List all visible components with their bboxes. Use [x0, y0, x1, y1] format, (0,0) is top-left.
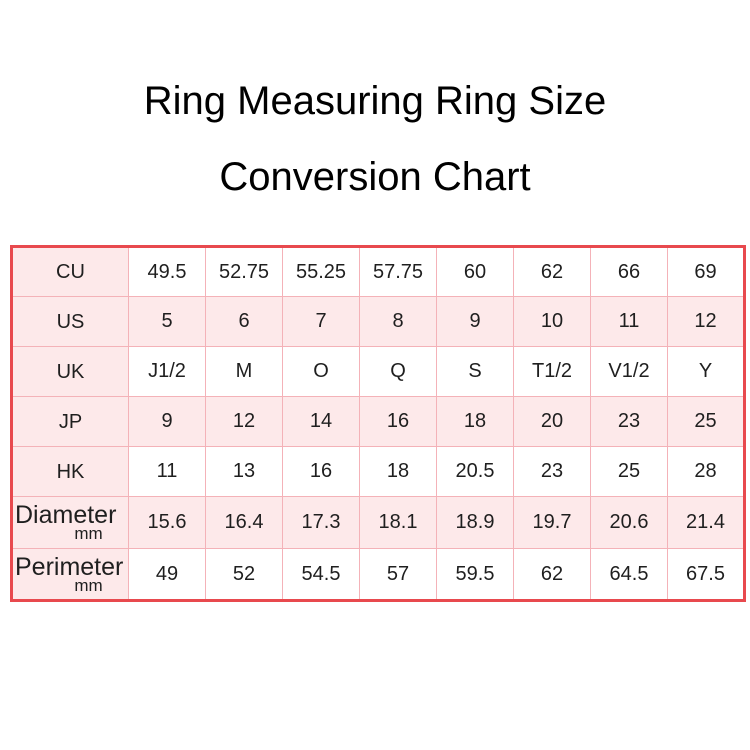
table-cell: 20	[514, 397, 591, 447]
table-cell: 67.5	[668, 549, 745, 601]
table-cell: 23	[514, 447, 591, 497]
table-cell: O	[283, 347, 360, 397]
table-cell: 62	[514, 247, 591, 297]
table-cell: 17.3	[283, 497, 360, 549]
table-cell: 8	[360, 297, 437, 347]
table-cell: 18.1	[360, 497, 437, 549]
table-cell: 18.9	[437, 497, 514, 549]
table-cell: 25	[668, 397, 745, 447]
table-cell: 9	[437, 297, 514, 347]
table-cell: 13	[206, 447, 283, 497]
row-unit: mm	[74, 524, 103, 543]
title-line-2: Conversion Chart	[219, 155, 531, 199]
table-cell: 5	[129, 297, 206, 347]
row-label-cell	[12, 247, 129, 297]
table-row-jp	[12, 397, 745, 447]
row-label: JP	[58, 410, 83, 433]
table-cell: 66	[591, 247, 668, 297]
table-cell: 11	[591, 297, 668, 347]
table-cell: T1/2	[514, 347, 591, 397]
table-cell: 21.4	[668, 497, 745, 549]
table-row-perimeter	[12, 549, 745, 601]
table-row-hk	[12, 447, 745, 497]
table-cell: 15.6	[129, 497, 206, 549]
row-label-cell	[12, 447, 129, 497]
table-cell: 19.7	[514, 497, 591, 549]
table-cell: 57	[360, 549, 437, 601]
table-cell: 6	[206, 297, 283, 347]
table-cell: Y	[668, 347, 745, 397]
page-title	[0, 63, 750, 215]
row-label-cell	[12, 297, 129, 347]
table-cell: 16	[283, 447, 360, 497]
table-cell: 18	[360, 447, 437, 497]
table-cell: 23	[591, 397, 668, 447]
table-row-us	[12, 297, 745, 347]
table-cell: 18	[437, 397, 514, 447]
table-row-diameter	[12, 497, 745, 549]
table-cell: V1/2	[591, 347, 668, 397]
table-cell: 28	[668, 447, 745, 497]
row-label-cell	[12, 549, 129, 601]
row-label: Perimeter	[15, 552, 124, 581]
table-cell: 59.5	[437, 549, 514, 601]
table-cell: 49	[129, 549, 206, 601]
table-cell: J1/2	[129, 347, 206, 397]
table-cell: 49.5	[129, 247, 206, 297]
table-cell: 16	[360, 397, 437, 447]
row-label: US	[56, 310, 85, 333]
table-cell: 60	[437, 247, 514, 297]
table-cell: 52.75	[206, 247, 283, 297]
table-row-cu	[12, 247, 745, 297]
table-cell: 62	[514, 549, 591, 601]
row-label: Diameter	[15, 501, 117, 529]
row-label-cell	[12, 347, 129, 397]
title-line-1: Ring Measuring Ring Size	[143, 79, 607, 123]
table-cell: 12	[206, 397, 283, 447]
row-label-cell	[12, 497, 129, 549]
table-cell: 52	[206, 549, 283, 601]
table-cell: S	[437, 347, 514, 397]
table-cell: M	[206, 347, 283, 397]
row-label: CU	[56, 261, 85, 283]
table-cell: Q	[360, 347, 437, 397]
table-cell: 20.6	[591, 497, 668, 549]
row-unit: mm	[74, 575, 103, 595]
table-cell: 7	[283, 297, 360, 347]
ring-size-conversion-table	[10, 245, 746, 602]
row-label: HK	[56, 460, 85, 483]
table-cell: 20.5	[437, 447, 514, 497]
row-label: UK	[56, 360, 85, 383]
table-cell: 55.25	[283, 247, 360, 297]
table-row-uk	[12, 347, 745, 397]
table-cell: 64.5	[591, 549, 668, 601]
table-cell: 9	[129, 397, 206, 447]
table-cell: 14	[283, 397, 360, 447]
table-cell: 11	[129, 447, 206, 497]
table-cell: 25	[591, 447, 668, 497]
table-cell: 57.75	[360, 247, 437, 297]
row-label-cell	[12, 397, 129, 447]
table-cell: 54.5	[283, 549, 360, 601]
table-cell: 12	[668, 297, 745, 347]
table-cell: 10	[514, 297, 591, 347]
table-cell: 16.4	[206, 497, 283, 549]
table-cell: 69	[668, 247, 745, 297]
